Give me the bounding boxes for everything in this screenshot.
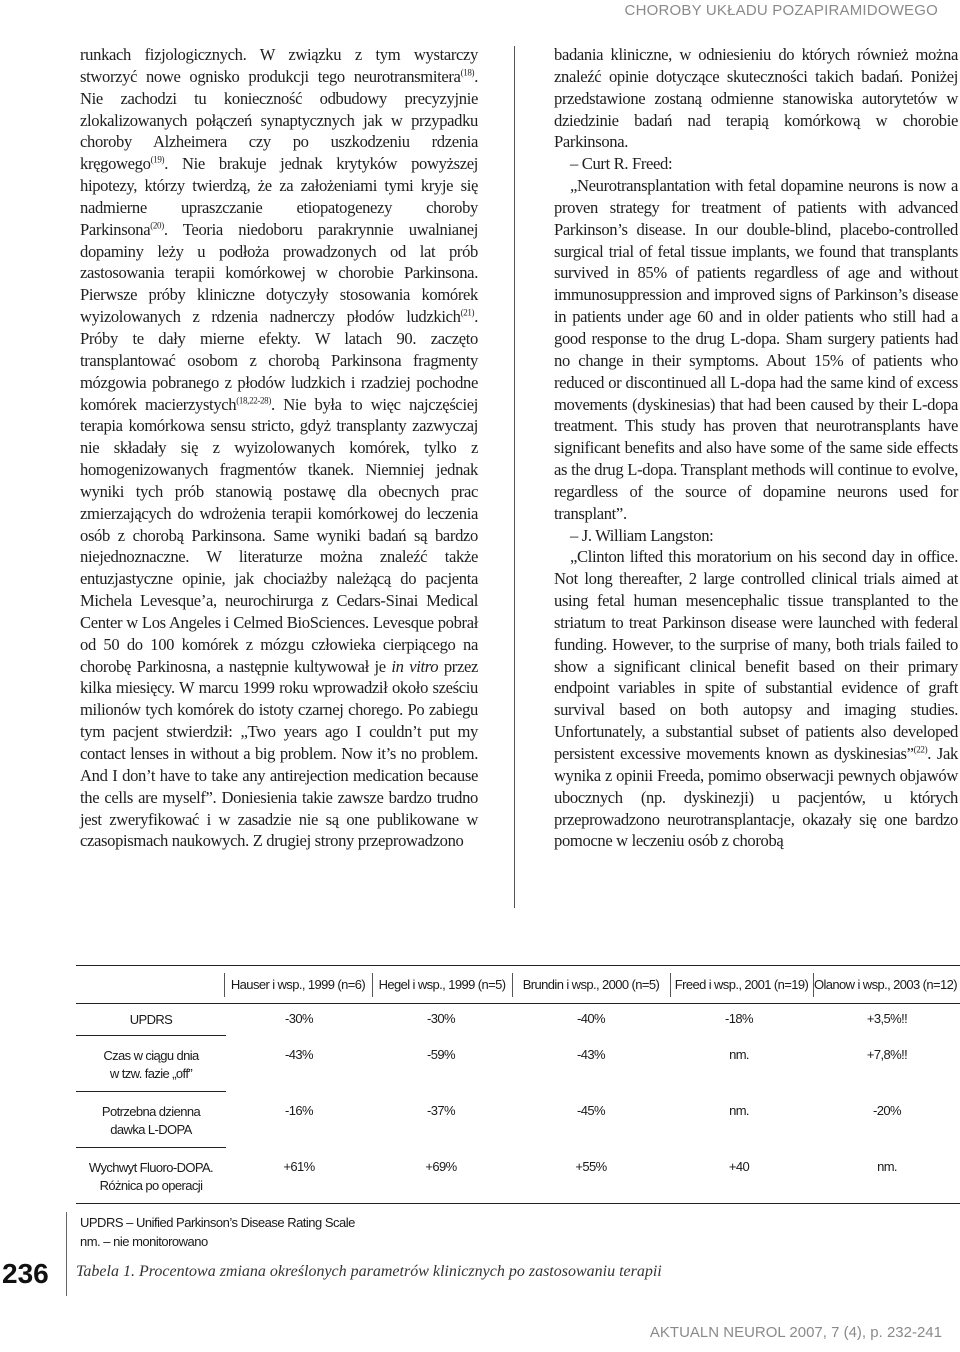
row-label-line: UPDRS — [129, 1012, 173, 1027]
header-bottom-rule — [76, 1003, 960, 1004]
table-cell: -45% — [577, 1103, 605, 1118]
right-paragraph: badania kliniczne, w odniesieniu do których również można znaleźć opinie dotyczące skuteczności takich badań. Poniżej przedstawione zostaną odmienne stanowiska autorytetów w dziedzinie badań nad terapią komórkową w chorobie Parkinsona. — [554, 45, 958, 152]
text-run: . Nie brakuje jednak krytyków powyższej hipotezy, którzy twierdzą, że za założeniami tymi kryje się nadmierne upraszczanie etiopatogenezy choroby Parkinsona — [80, 154, 478, 239]
table-cell: -18% — [725, 1011, 753, 1026]
row-label-line: w tzw. fazie „off” — [109, 1066, 193, 1081]
table-cell: -40% — [577, 1011, 605, 1026]
table-cell: +40 — [728, 1159, 750, 1174]
italic-term: in vitro — [391, 656, 439, 676]
table-cell: nm. — [729, 1047, 749, 1062]
row-label-line: Różnica po operacji — [99, 1178, 203, 1193]
table-cell: nm. — [877, 1159, 897, 1174]
row-label — [76, 1011, 226, 1029]
row-label-line: dawka L-DOPA — [110, 1122, 192, 1137]
table-cell: +61% — [283, 1159, 315, 1174]
page-number: 236 — [2, 1258, 49, 1289]
page-number-rule — [66, 1212, 67, 1296]
column-header: Olanow i wsp., 2003 (n=12) — [813, 976, 957, 992]
row-label — [76, 1103, 226, 1139]
table-cell: +7,8%!! — [866, 1047, 908, 1062]
header-divider — [224, 973, 225, 997]
text-run: „Clinton lifted this moratorium on his second day in office. Not long thereafter, 2 large controlled clinical trials aimed at using fetal human mesencephalic tissue transplanted to the striatum to treat Parkinson disease were launched with federal funding. However, to the surprise of many, both trials failed to show a significant clinical benefit based on their primary endpoint variables in spite of substantial evidence of graft survival based on both autopsy and imaging studies. Unfortunately, a substantial subset of patients also developed persistent excessive movements known as dyskinesias” — [554, 547, 958, 763]
left-paragraph — [80, 44, 478, 852]
right-column — [554, 44, 958, 852]
row-label-line: Wychwyt Fluoro-DOPA. — [88, 1160, 214, 1175]
text-run: runkach fizjologicznych. W związku z tym wystarczy stworzyć nowe ognisko produkcji tego neurotransmitera — [80, 45, 478, 86]
quote-attribution-freed: – Curt R. Freed: — [570, 154, 673, 174]
table-legend — [80, 1213, 355, 1251]
header-divider — [813, 973, 814, 997]
quote-langston — [554, 546, 958, 852]
column-header: Brundin i wsp., 2000 (n=5) — [522, 976, 660, 992]
text-run: . Jak wynika z opinii Freeda, pomimo obserwacji pewnych objawów ubocznych (np. dyskinezji) u pacjentów, u których przeprowadzono neurotransplantacje, okazały się one bardzo pomocne w leczeniu osób z chorobą — [554, 744, 959, 851]
text-run: . Nie była to więc najczęściej terapia komórkowa sensu stricto, gdyż transplanty zazwyczaj nie składały się z wyizolowanych komórek, tylko z homogenizowanych fragmentów tkanek. Niemniej jednak wyniki tych prób stanowią postawę dla obecnych prac zmierzających do wdrożenia terapii komórkowej do leczenia osób z chorobą Parkinsona. Same wyniki badań są bardzo niejednoznaczne. W literaturze można znaleźć także entuzjastyczne opinie, jak chociażby należącą do pacjenta Michela Levesque’a, neurochirurga z Cedars-Sinai Medical Center w Los Angeles i Celmed BioSciences. Levesque pobrał od 50 do 100 komórek z mózgu człowieka cierpiącego na chorobę Parkinosna, a następnie kultywował je — [80, 394, 478, 676]
header-divider — [512, 973, 513, 997]
table-cell: -37% — [427, 1103, 455, 1118]
table-cell: +3,5%!! — [866, 1011, 908, 1026]
table-cell: -59% — [427, 1047, 455, 1062]
quote-freed: „Neurotransplantation with fetal dopamine neurons is now a proven strategy for treatment of patients with advanced Parkinson’s disease. In our double-blind, placebo-controlled surgical trial of fetal tissue implants, we found that transplants survived in 85% of patients regardless of age and without immunosuppression and improved signs of Parkinson’s disease in patients under age 60 and in older patients who still had a good response to the drug L-dopa. Sham surgery patients had no change in their symptoms. About 15% of patients who reduced or discontinued all L-dopa had the same kind of excess movements (dyskinesias) that had been caused by their L-dopa treatment. This study has proven that neurotransplants have significant benefits and also have some of the same side effects as the drug L-dopa. Transplant methods will continue to evolve, regardless of the source of dopamine neurons used for transplant”. — [554, 176, 958, 523]
legend-line: UPDRS – Unified Parkinson’s Disease Rating Scale — [80, 1215, 355, 1230]
table-bottom-rule — [76, 1203, 960, 1204]
header-divider — [670, 973, 671, 997]
table-cell: -30% — [285, 1011, 313, 1026]
text-run: . Teoria niedoboru parakrynnie uwalnianej dopaminy leży u podłoża prowadzonych od lat prób zastosowania terapii komórkowej w chorobie Parkinsona. Pierwsze próby kliniczne dotyczyły stosowania komórek wyizolowanych z rdzenia nadnerczy płodów ludzkich — [80, 219, 478, 327]
table-header — [224, 965, 958, 1003]
row-label — [76, 1047, 226, 1083]
running-head: CHOROBY UKŁADU POZAPIRAMIDOWEGO — [624, 2, 938, 19]
table-cell: -16% — [285, 1103, 313, 1118]
column-header: Hauser i wsp., 1999 (n=6) — [230, 976, 366, 992]
citation-ref: (18) — [460, 67, 475, 78]
text-run: przez kilka miesięcy. W marcu 1999 roku wprowadził około sześciu milionów tych komórek do istoty czarnej chorego. Po zabiegu tym pacjent stwierdził: „Two years ago I couldn’t put my contact lenses in without a big problem. Now it’s no problem. And I don’t have to take any antirejection medication because the cells are myself”. Doniesienia takie zawsze bardzo trudno jest zweryfikować i w zasadzie nie są one publikowane w czasopismach naukowych. Z drugiej strony przeprowadzono — [80, 656, 479, 851]
citation-ref: (20) — [150, 220, 164, 231]
row-rule — [76, 1035, 226, 1036]
citation-ref: (19) — [150, 154, 165, 165]
table-cell: -43% — [577, 1047, 605, 1062]
table-caption: Tabela 1. Procentowa zmiana określonych parametrów klinicznych po zastosowaniu terapii — [76, 1263, 662, 1280]
table-cell: -20% — [873, 1103, 901, 1118]
column-header: Hegel i wsp., 1999 (n=5) — [378, 976, 506, 992]
row-label-line: Potrzebna dzienna — [101, 1104, 201, 1119]
citation-ref: (21) — [460, 307, 475, 318]
text-run: . Próby te dały mierne efekty. W latach 90. zaczęto transplantować osobom z chorobą Parkinsona fragmenty mózgowia pobranego z płodów ludzkich i rzadziej pochodne komórek macierzystych — [80, 307, 478, 414]
table-cell: -43% — [285, 1047, 313, 1062]
text-run: . Nie zachodzi tu konieczność odbudowy precyzyjnie zlokalizowanych połączeń synaptycznych jak w przypadku choroby Alzheimera czy po uszkodzeniu rdzenia kręgowego — [80, 66, 478, 174]
left-column — [80, 44, 478, 852]
table-cell: -30% — [427, 1011, 455, 1026]
row-label — [76, 1159, 226, 1195]
legend-line: nm. – nie monitorowano — [80, 1234, 208, 1249]
table-cell: +55% — [575, 1159, 607, 1174]
table-cell: +69% — [425, 1159, 457, 1174]
column-divider — [514, 46, 515, 908]
quote-attribution-langston: – J. William Langston: — [570, 525, 714, 545]
row-rule — [76, 1091, 226, 1092]
journal-citation: AKTUALN NEUROL 2007, 7 (4), p. 232-241 — [649, 1324, 942, 1341]
table-cell: nm. — [729, 1103, 749, 1118]
header-divider — [372, 973, 373, 997]
column-header: Freed i wsp., 2001 (n=19) — [674, 976, 809, 992]
row-rule — [76, 1147, 226, 1148]
citation-ref: (18,22-28) — [236, 394, 271, 405]
citation-ref: (22) — [913, 744, 928, 755]
row-label-line: Czas w ciągu dnia — [103, 1048, 199, 1063]
